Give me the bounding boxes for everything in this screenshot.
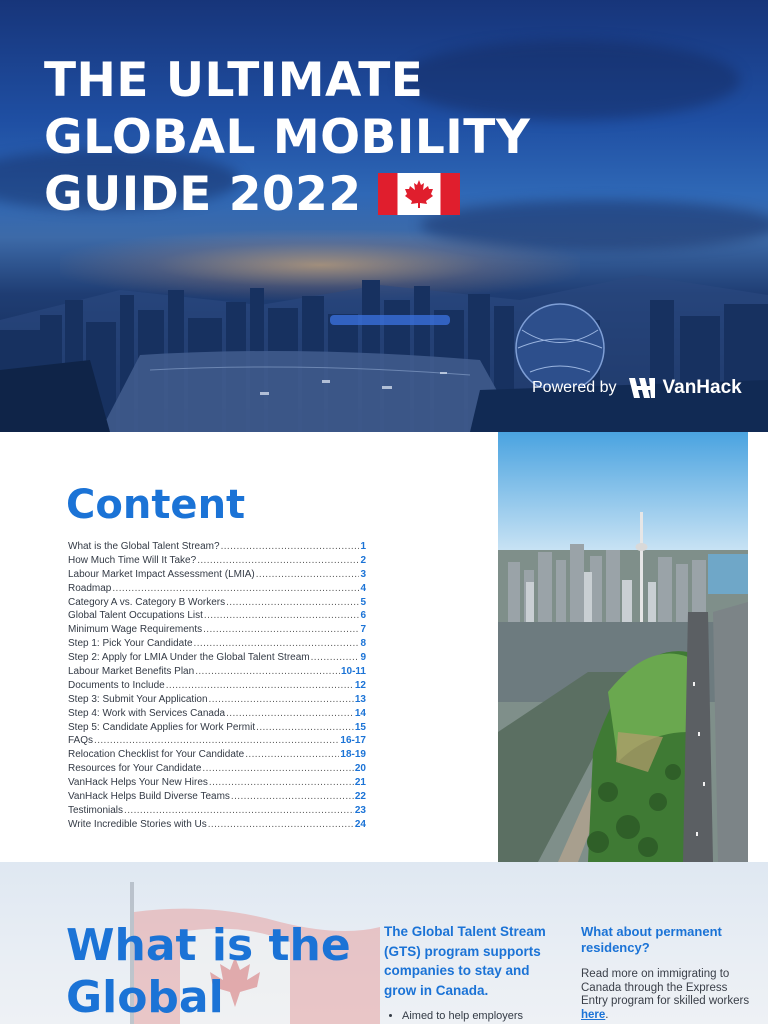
table-of-contents-section (0, 432, 768, 862)
toc-leader-dots (208, 818, 354, 832)
canada-flag-icon (378, 173, 460, 215)
toc-leader-dots (112, 582, 359, 596)
toc-entry[interactable] (68, 776, 366, 790)
toc-leader-dots (245, 748, 339, 762)
permanent-residency-text: Read more on immigrating to Canada through the Express Entry program for skilled workers (581, 968, 750, 1007)
toc-entry-label: Step 2: Apply for LMIA Under the Global Talent Stream (68, 652, 310, 664)
title-line-2: GLOBAL MOBILITY (44, 110, 531, 165)
toc-entry-label: Global Talent Occupations List (68, 610, 203, 622)
toc-entry[interactable] (68, 790, 366, 804)
powered-by (532, 376, 742, 400)
toc-entry-label: Category A vs. Category B Workers (68, 596, 226, 608)
toc-leader-dots (256, 568, 360, 582)
toc-entry-label: Labour Market Benefits Plan (68, 666, 195, 678)
toc-entry-page: 21 (354, 777, 366, 789)
global-talent-stream-section (0, 862, 768, 1024)
toc-leader-dots (311, 651, 360, 665)
gts-heading-line-1: What is the (66, 920, 351, 971)
toc-entry-label: Documents to Include (68, 679, 165, 691)
toc-entry-page: 16-17 (340, 735, 366, 747)
toc-entry[interactable] (68, 623, 366, 637)
toc-leader-dots (221, 540, 360, 554)
toc-entry-page: 3 (360, 568, 366, 580)
toc-entry-label: What is the Global Talent Stream? (68, 541, 220, 552)
toc-leader-dots (226, 707, 354, 721)
toc-entry-page: 5 (360, 596, 366, 608)
toc-entry[interactable] (68, 540, 366, 554)
toc-entry-page: 1 (360, 541, 366, 552)
toc-entry-label: Step 5: Candidate Applies for Work Permit (68, 721, 256, 733)
toc-entry-label: How Much Time Will It Take? (68, 554, 197, 566)
vanhack-logo (627, 376, 742, 400)
toc-entry[interactable] (68, 679, 366, 693)
guide-title (44, 52, 530, 223)
toc-title: Content (66, 482, 246, 528)
toc-leader-dots (204, 609, 360, 623)
toc-entry[interactable] (68, 762, 366, 776)
gts-bullet-item: • Aimed to help employers (402, 1010, 564, 1022)
toc-entry-label: Step 3: Submit Your Application (68, 693, 208, 705)
toc-leader-dots (202, 762, 353, 776)
toc-entry[interactable] (68, 596, 366, 610)
toc-list (68, 540, 366, 832)
toc-entry-label: Labour Market Impact Assessment (LMIA) (68, 568, 255, 580)
toc-entry-label: Relocation Checklist for Your Candidate (68, 749, 245, 761)
toc-entry[interactable] (68, 748, 366, 762)
toc-entry[interactable] (68, 707, 366, 721)
title-line-1: THE ULTIMATE (44, 53, 424, 108)
powered-by-label: Powered by (532, 379, 617, 396)
toc-entry[interactable] (68, 568, 366, 582)
gts-intro-column (384, 922, 564, 1022)
toc-leader-dots (195, 665, 340, 679)
gts-bullet-list (402, 1010, 564, 1022)
title-line-3-text: GUIDE 2022 (44, 167, 362, 222)
toc-entry[interactable] (68, 582, 366, 596)
toc-entry-page: 24 (354, 818, 366, 830)
toc-entry-label: Write Incredible Stories with Us (68, 818, 207, 830)
toc-leader-dots (203, 623, 359, 637)
toc-leader-dots (194, 637, 360, 651)
toc-leader-dots (256, 721, 354, 735)
toc-entry-page: 8 (360, 638, 366, 650)
toc-entry[interactable] (68, 721, 366, 735)
toc-entry-label: Resources for Your Candidate (68, 763, 202, 775)
toc-entry-page: 4 (360, 582, 366, 594)
toc-entry-label: Testimonials (68, 804, 124, 816)
gts-heading (66, 920, 351, 1024)
express-entry-link[interactable]: here (581, 1008, 606, 1021)
permanent-residency-paragraph (581, 968, 756, 1022)
cover-hero (0, 0, 768, 432)
toc-leader-dots (197, 554, 359, 568)
toc-entry-page: 6 (360, 610, 366, 622)
toc-entry-label: VanHack Helps Your New Hires (68, 777, 208, 789)
city-skyline-image (0, 260, 768, 432)
toc-entry-page: 13 (354, 693, 366, 705)
toc-entry[interactable] (68, 637, 366, 651)
toc-entry-page: 10-11 (340, 666, 366, 678)
toc-leader-dots (124, 804, 354, 818)
toc-entry-page: 15 (354, 721, 366, 733)
toc-entry-label: Roadmap (68, 582, 112, 594)
toc-entry[interactable] (68, 665, 366, 679)
toc-entry-page: 9 (360, 652, 366, 664)
toc-leader-dots (166, 679, 354, 693)
toc-entry[interactable] (68, 693, 366, 707)
toc-leader-dots (226, 596, 359, 610)
toc-entry-page: 20 (354, 763, 366, 775)
toc-entry-page: 2 (360, 554, 366, 566)
toc-leader-dots (209, 776, 354, 790)
gts-lead-text: The Global Talent Stream (GTS) program supports companies to stay and grow in Canada. (384, 924, 546, 998)
toc-entry-label: VanHack Helps Build Diverse Teams (68, 791, 230, 803)
toc-entry-page: 7 (360, 624, 366, 636)
toc-entry-label: Minimum Wage Requirements (68, 624, 203, 636)
toc-entry-page: 22 (354, 791, 366, 803)
toc-entry-label: FAQs (68, 735, 94, 747)
vanhack-logo-icon (627, 376, 657, 400)
gts-heading-line-2: Global (66, 972, 224, 1023)
title-line-3 (44, 166, 530, 223)
toc-entry-label: Step 1: Pick Your Candidate (68, 638, 193, 650)
toc-entry[interactable] (68, 734, 366, 748)
toc-entry[interactable] (68, 651, 366, 665)
toc-leader-dots (94, 734, 339, 748)
toc-entry-page: 12 (354, 679, 366, 691)
toc-entry[interactable] (68, 609, 366, 623)
toc-entry[interactable] (68, 818, 366, 832)
toc-entry-page: 23 (354, 804, 366, 816)
toronto-aerial-photo (498, 432, 748, 862)
paragraph-period: . (605, 1008, 609, 1021)
toc-entry-label: Step 4: Work with Services Canada (68, 707, 226, 719)
toc-entry[interactable] (68, 554, 366, 568)
permanent-residency-column (581, 924, 756, 1022)
permanent-residency-question: What about permanent residency? (581, 924, 722, 955)
toc-entry-page: 14 (354, 707, 366, 719)
toc-entry-page: 18-19 (340, 749, 366, 761)
toc-leader-dots (209, 693, 354, 707)
toc-entry[interactable] (68, 804, 366, 818)
toc-leader-dots (231, 790, 354, 804)
vanhack-brand-name: VanHack (662, 377, 742, 398)
